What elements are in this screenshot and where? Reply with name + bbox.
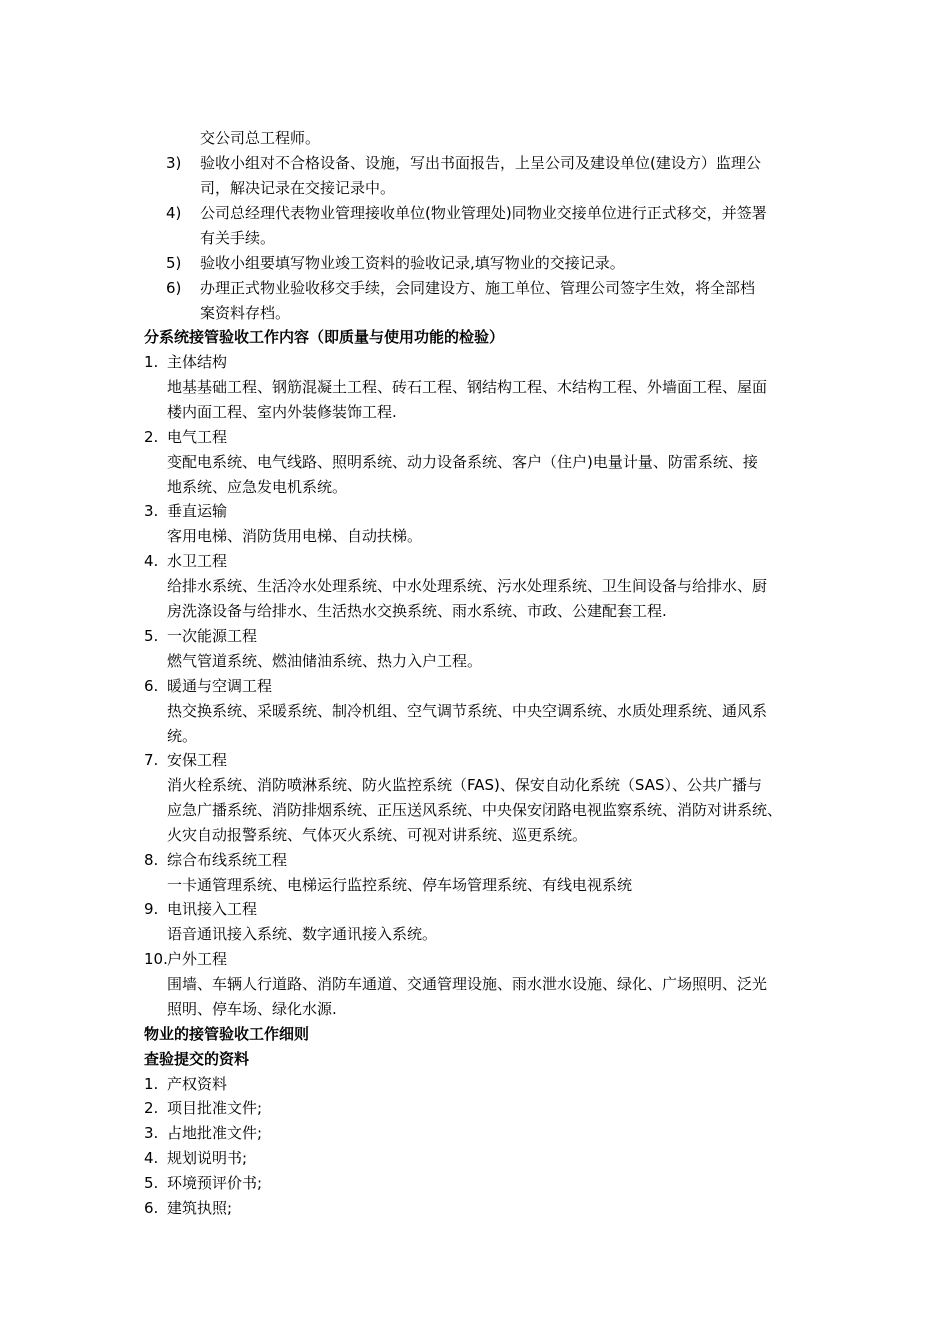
- step-text: 验收小组对不合格设备、设施，写出书面报告，上呈公司及建设单位(建设方）监理公: [200, 154, 761, 172]
- section-heading: 分系统接管验收工作内容（即质量与使用功能的检验）: [144, 328, 505, 346]
- step-text: 办理正式物业验收移交手续，会同建设方、施工单位、管理公司签字生效，将全部档: [200, 279, 756, 297]
- system-detail: 地系统、应急发电机系统。: [167, 478, 348, 496]
- list-item: 占地批准文件;: [167, 1124, 263, 1142]
- list-number: 8.: [144, 851, 159, 869]
- list-number: 6.: [144, 1199, 159, 1217]
- step-text: 公司总经理代表物业管理接收单位(物业管理处)同物业交接单位进行正式移交，并签署: [200, 204, 767, 222]
- system-detail: 语音通讯接入系统、数字通讯接入系统。: [167, 925, 438, 943]
- step-number: 5): [166, 254, 182, 272]
- list-number: 2.: [144, 1099, 159, 1117]
- system-detail: 给排水系统、生活冷水处理系统、中水处理系统、污水处理系统、卫生间设备与给排水、厨: [167, 577, 768, 595]
- list-number: 5.: [144, 1174, 159, 1192]
- system-title: 户外工程: [167, 950, 228, 968]
- list-number: 2.: [144, 428, 159, 446]
- list-number: 5.: [144, 627, 159, 645]
- system-detail: 围墙、车辆人行道路、消防车通道、交通管理设施、雨水泄水设施、绿化、广场照明、泛光: [167, 975, 768, 993]
- system-detail: 一卡通管理系统、电梯运行监控系统、停车场管理系统、有线电视系统: [167, 876, 633, 894]
- list-number: 4.: [144, 552, 159, 570]
- step-text: 案资料存档。: [200, 304, 291, 322]
- step-number: 4): [166, 204, 182, 222]
- system-detail: 应急广播系统、消防排烟系统、正压送风系统、中央保安闭路电视监察系统、消防对讲系统、: [167, 801, 783, 819]
- intro-continuation: 交公司总工程师。: [200, 129, 321, 147]
- list-number: 9.: [144, 900, 159, 918]
- list-number: 4.: [144, 1149, 159, 1167]
- list-number: 1.: [144, 1075, 159, 1093]
- system-title: 水卫工程: [167, 552, 228, 570]
- list-number: 3.: [144, 1124, 159, 1142]
- step-text: 有关手续。: [200, 229, 276, 247]
- section-heading: 查验提交的资料: [144, 1050, 250, 1068]
- system-title: 暖通与空调工程: [167, 677, 273, 695]
- system-detail: 变配电系统、电气线路、照明系统、动力设备系统、客户（住户)电量计量、防雷系统、接: [167, 453, 758, 471]
- system-detail: 燃气管道系统、燃油储油系统、热力入户工程。: [167, 652, 483, 670]
- list-item: 产权资料: [167, 1075, 228, 1093]
- system-detail: 统。: [167, 727, 198, 745]
- system-title: 主体结构: [167, 353, 228, 371]
- system-detail: 热交换系统、采暖系统、制冷机组、空气调节系统、中央空调系统、水质处理系统、通风系: [167, 702, 768, 720]
- list-number: 6.: [144, 677, 159, 695]
- step-number: 3): [166, 154, 182, 172]
- list-number: 7.: [144, 751, 159, 769]
- system-detail: 楼内面工程、室内外装修装饰工程.: [167, 403, 397, 421]
- system-detail: 房洗涤设备与给排水、生活热水交换系统、雨水系统、市政、公建配套工程.: [167, 602, 667, 620]
- list-item: 环境预评价书;: [167, 1174, 263, 1192]
- list-item: 建筑执照;: [167, 1199, 233, 1217]
- system-title: 安保工程: [167, 751, 228, 769]
- system-detail: 照明、停车场、绿化水源.: [167, 1000, 337, 1018]
- list-number: 3.: [144, 502, 159, 520]
- step-number: 6): [166, 279, 182, 297]
- system-detail: 消火栓系统、消防喷淋系统、防火监控系统（FAS)、保安自动化系统（SAS）、公共广播与: [167, 776, 762, 794]
- system-title: 垂直运输: [167, 502, 228, 520]
- system-detail: 客用电梯、消防货用电梯、自动扶梯。: [167, 527, 423, 545]
- section-heading: 物业的接管验收工作细则: [144, 1025, 310, 1043]
- system-detail: 地基基础工程、钢筋混凝土工程、砖石工程、钢结构工程、木结构工程、外墙面工程、屋面: [167, 378, 768, 396]
- list-number: 1.: [144, 353, 159, 371]
- system-detail: 火灾自动报警系统、气体灭火系统、可视对讲系统、巡更系统。: [167, 826, 588, 844]
- step-text: 司，解决记录在交接记录中。: [200, 179, 396, 197]
- list-number: 10.: [144, 950, 168, 968]
- list-item: 项目批准文件;: [167, 1099, 263, 1117]
- step-text: 验收小组要填写物业竣工资料的验收记录,填写物业的交接记录。: [200, 254, 625, 272]
- list-item: 规划说明书;: [167, 1149, 248, 1167]
- system-title: 一次能源工程: [167, 627, 258, 645]
- system-title: 综合布线系统工程: [167, 851, 288, 869]
- system-title: 电气工程: [167, 428, 228, 446]
- system-title: 电讯接入工程: [167, 900, 258, 918]
